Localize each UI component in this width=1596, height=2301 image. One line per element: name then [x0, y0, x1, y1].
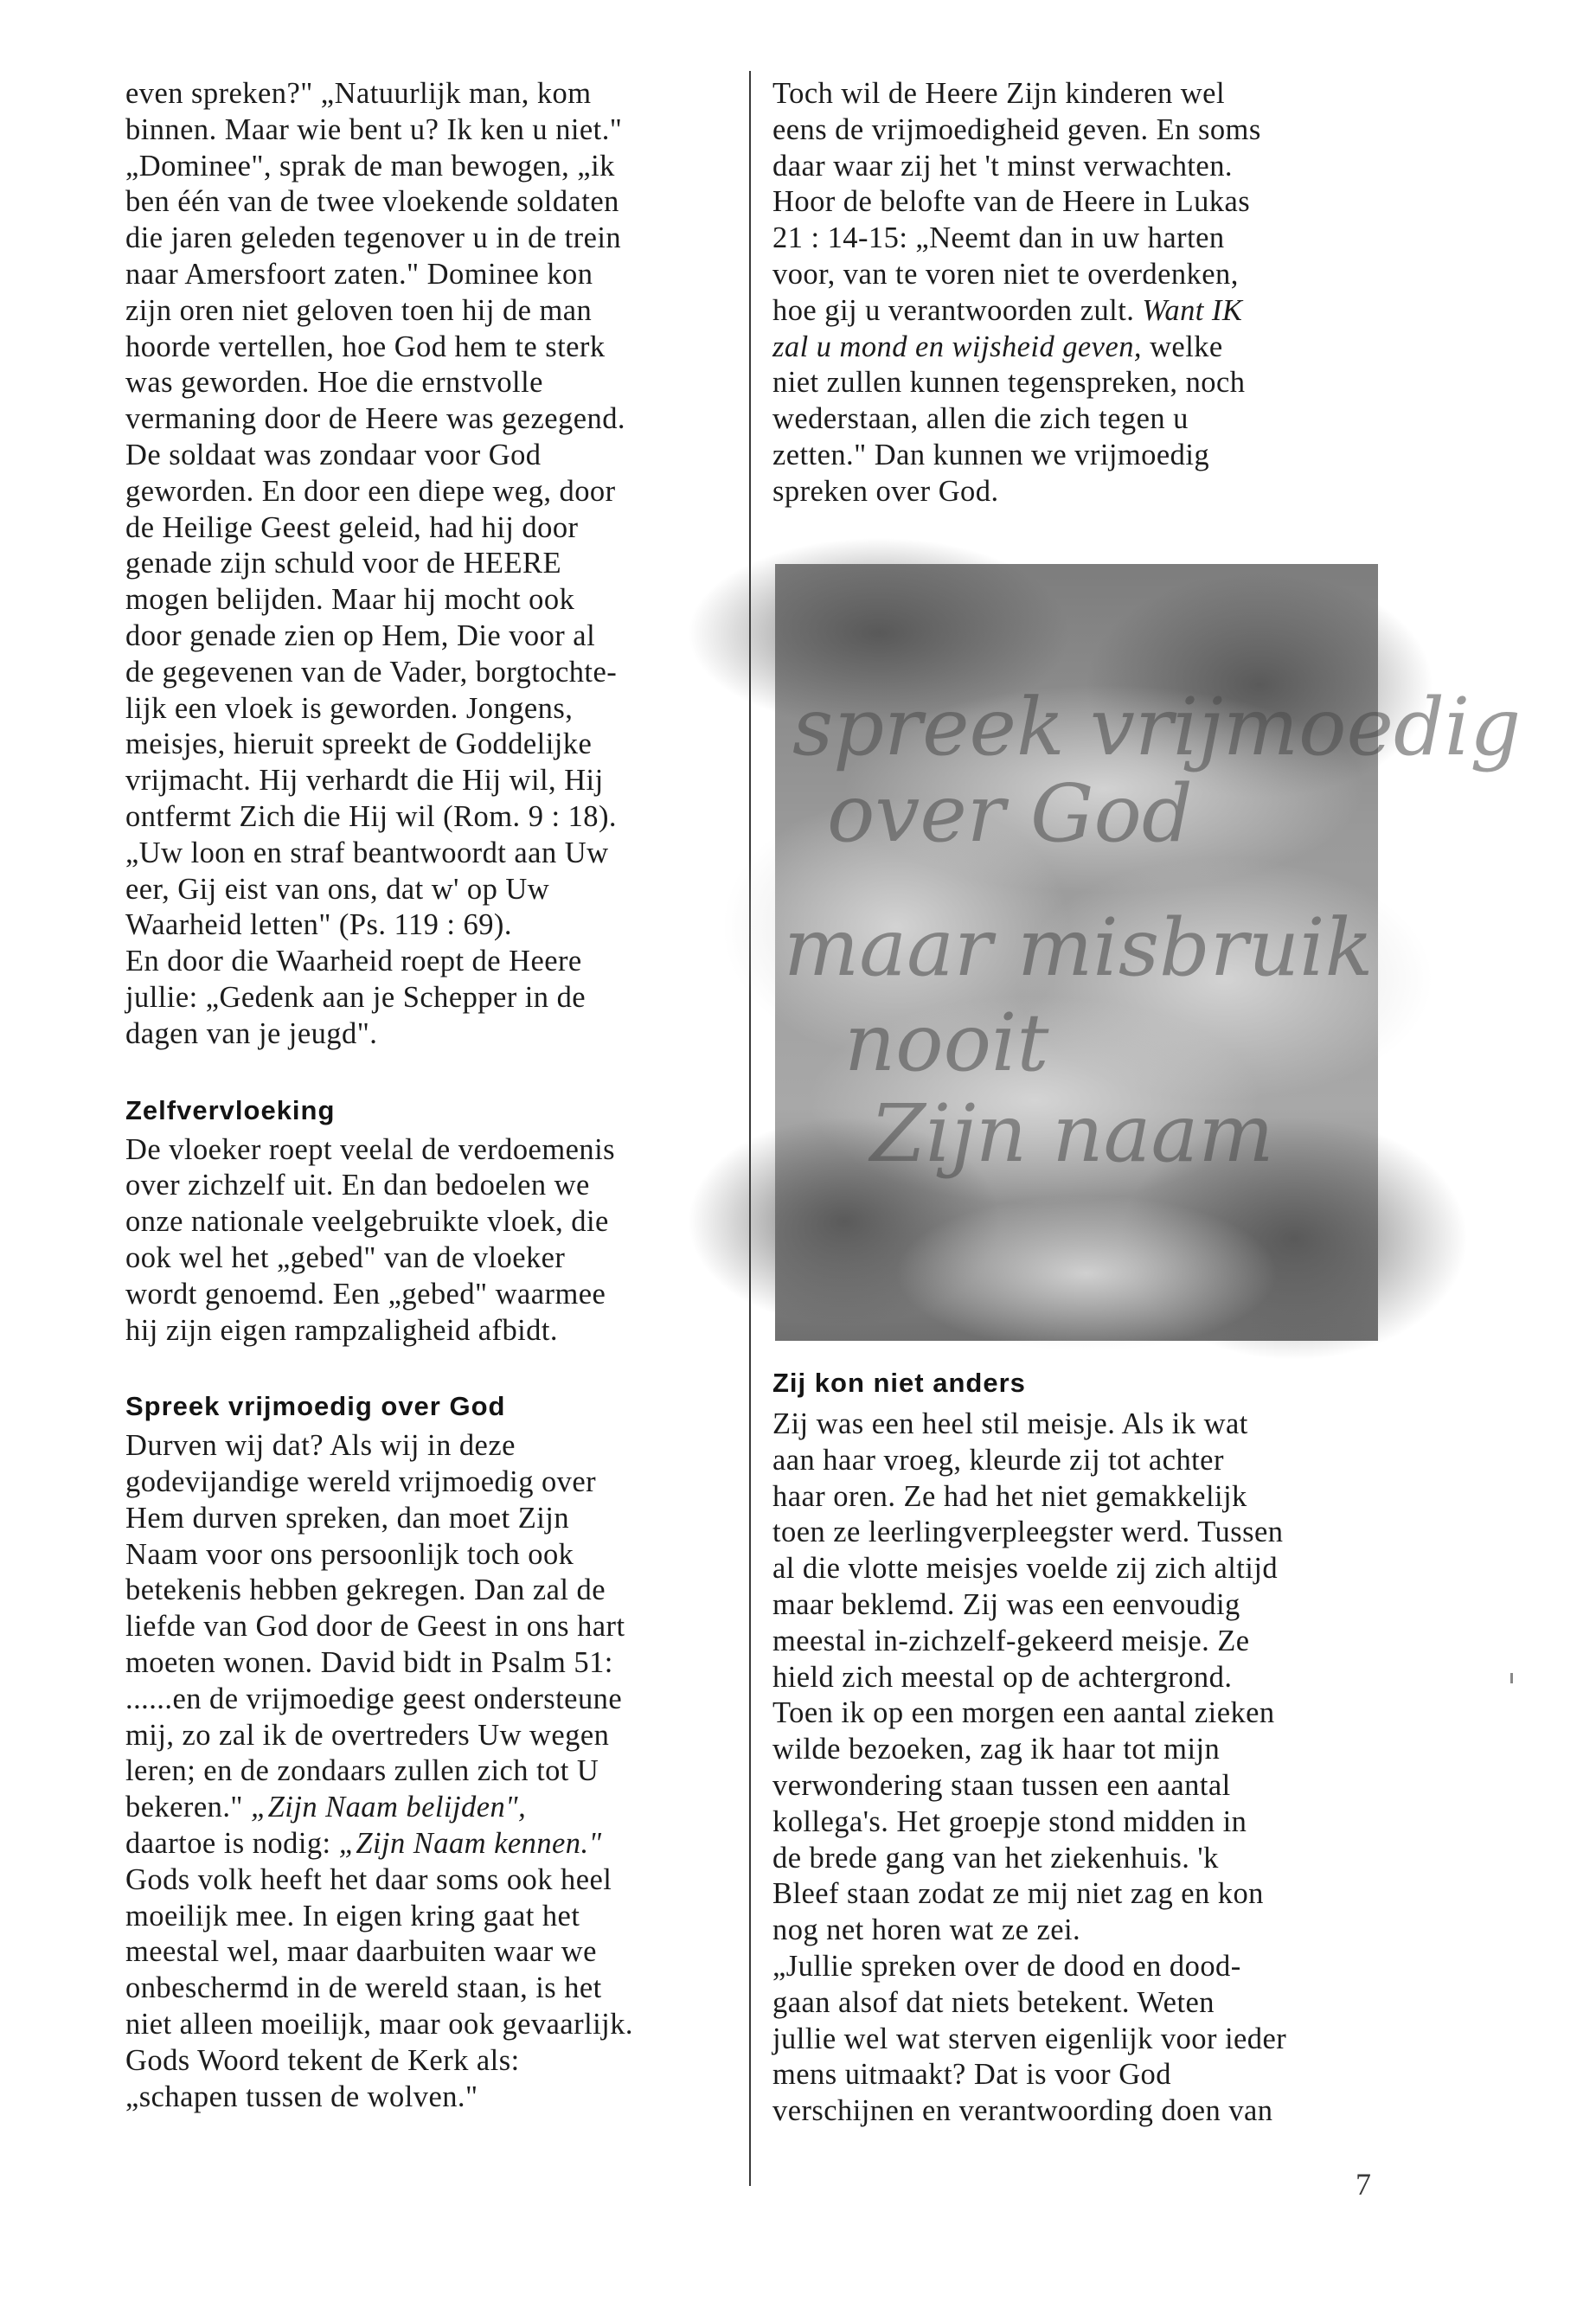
paragraph-zij-kon-niet-anders: Zij was een heel stil meisje. Als ik wat aan haar vroeg, kleurde zij tot achter haar oren. Ze had het niet gemakkelijk toen ze leerlingverpleegster werd. Tussen al die vlotte meisjes voelde zij zich altijd maar beklemd. Zij was een eenvoudig meestal in-zichzelf-gekeerd meisje. Ze hield zich meestal op de achtergrond. Toen ik op een morgen een aantal zieken wilde bezoeken, zag ik haar tot mijn verwondering staan tussen een aantal kollega's. Het groepje stond midden in de brede gang van het ziekenhuis. 'k Bleef staan zodat ze mij niet zag en kon nog net horen wat ze zei. „Jullie spreken over de dood en dood- gaan alsof dat niets betekent. Weten jullie wel wat sterven eigenlijk voor ieder mens uitmaakt? Dat is voor God verschijnen en verantwoording doen van	[772, 1407, 1287, 2128]
clouds-picture	[775, 564, 1522, 1341]
lettering-line-2: over God	[827, 767, 1193, 860]
text-lukas-quote: Toch wil de Heere Zijn kinderen wel eens de vrijmoedigheid geven. En soms daar waar zij het 't minst verwachten. Hoor de belofte van de Heere in Lukas 21 : 14-15: „Neemt dan in uw harten voor, van te voren niet te overdenken, hoe gij u verantwoorden zult.	[772, 77, 1261, 327]
heading-zij-kon-niet-anders: Zij kon niet anders	[772, 1368, 1026, 1398]
lettering-line-3: maar misbruik	[784, 901, 1374, 994]
paragraph-spreek-vrijmoedig	[125, 1428, 722, 2115]
right-column-top	[772, 76, 1378, 510]
italic-promise: Want IK zal u mond en wijsheid geven,	[772, 293, 1243, 363]
text-daartoe: daartoe is nodig:	[125, 1827, 331, 1861]
page-number: 7	[1356, 2167, 1371, 2202]
scan-mark	[1510, 1673, 1513, 1683]
right-column-bottom	[772, 1407, 1378, 2130]
text-welke: welke niet zullen kunnen tegenspreken, noch wederstaan, allen die zich tegen u zetten." Dan kunnen we vrijmoedig spreken over God.	[772, 330, 1246, 508]
heading-spreek-vrijmoedig: Spreek vrijmoedig over God	[125, 1391, 506, 1422]
lettering-line-4: nooit	[844, 997, 1049, 1089]
paragraph-story-end: even spreken?" „Natuurlijk man, kom binnen. Maar wie bent u? Ik ken u niet." „Dominee", sprak de man bewogen, „ik ben één van de twee vloekende soldaten die jaren geleden tegenover u in de trein naar Amersfoort zaten." Dominee kon zijn oren niet geloven toen hij de man hoorde vertellen, hoe God hem te sterk was geworden. Hoe die ernstvolle vermaning door de Heere was gezegend. De soldaat was zondaar voor God geworden. En door een diepe weg, door de Heilige Geest geleid, had hij door genade zijn schuld voor de HEERE mogen belijden. Maar hij mocht ook door genade zien op Hem, Die voor al de gegevenen van de Vader, borgtochte- lijk een vloek is geworden. Jongens, meisjes, hieruit spreekt de Goddelijke vrijmacht. Hij verhardt die Hij wil, Hij ontfermt Zich die Hij wil (Rom. 9 : 18). „Uw loon en straf beantwoordt aan Uw eer, Gij eist van ons, dat w' op Uw Waarheid letten" (Ps. 119 : 69). En door die Waarheid roept de Heere jullie: „Gedenk aan je Schepper in de dagen van je jeugd".	[125, 77, 625, 1050]
lettering-line-1: spreek vrijmoedig	[792, 681, 1522, 773]
left-column	[125, 76, 722, 2115]
sky-image	[775, 564, 1522, 1341]
italic-zijn-naam-kennen: „Zijn Naam kennen."	[338, 1827, 602, 1861]
paragraph-vrijmoedigheid	[772, 76, 1378, 510]
paragraph-zelfvervloeking: De vloeker roept veelal de verdoemenis over zichzelf uit. En dan bedoelen we onze nationale veelgebruikte vloek, die ook wel het „gebed" van de vloeker wordt genoemd. Een „gebed" waarmee hij zijn eigen rampzaligheid afbidt.	[125, 1132, 615, 1347]
lettering-line-5: Zijn naam	[870, 1087, 1274, 1180]
text-gods-volk: Gods volk heeft het daar soms ook heel moeilijk mee. In eigen kring gaat het meestal wel, maar daarbuiten waar we onbeschermd in de wereld staan, is het niet alleen moeilijk, maar ook gevaarlijk. Gods Woord tekent de Kerk als: „schapen tussen de wolven."	[125, 1862, 633, 2113]
column-divider	[749, 71, 751, 2186]
italic-zijn-naam-belijden: „Zijn Naam belijden",	[251, 1791, 527, 1824]
text-psalm-quote: Durven wij dat? Als wij in deze godevijandige wereld vrijmoedig over Hem durven spreken, dan moet Zijn Naam voor ons persoonlijk toch ook betekenis hebben gekregen. Dan zal de liefde van God door de Geest in ons hart moeten wonen. David bidt in Psalm 51: ......en de vrijmoedige geest ondersteune mij, zo zal ik de overtreders Uw wegen leren; en de zondaars zullen zich tot U bekeren."	[125, 1429, 625, 1824]
heading-zelfvervloeking: Zelfvervloeking	[125, 1094, 336, 1125]
